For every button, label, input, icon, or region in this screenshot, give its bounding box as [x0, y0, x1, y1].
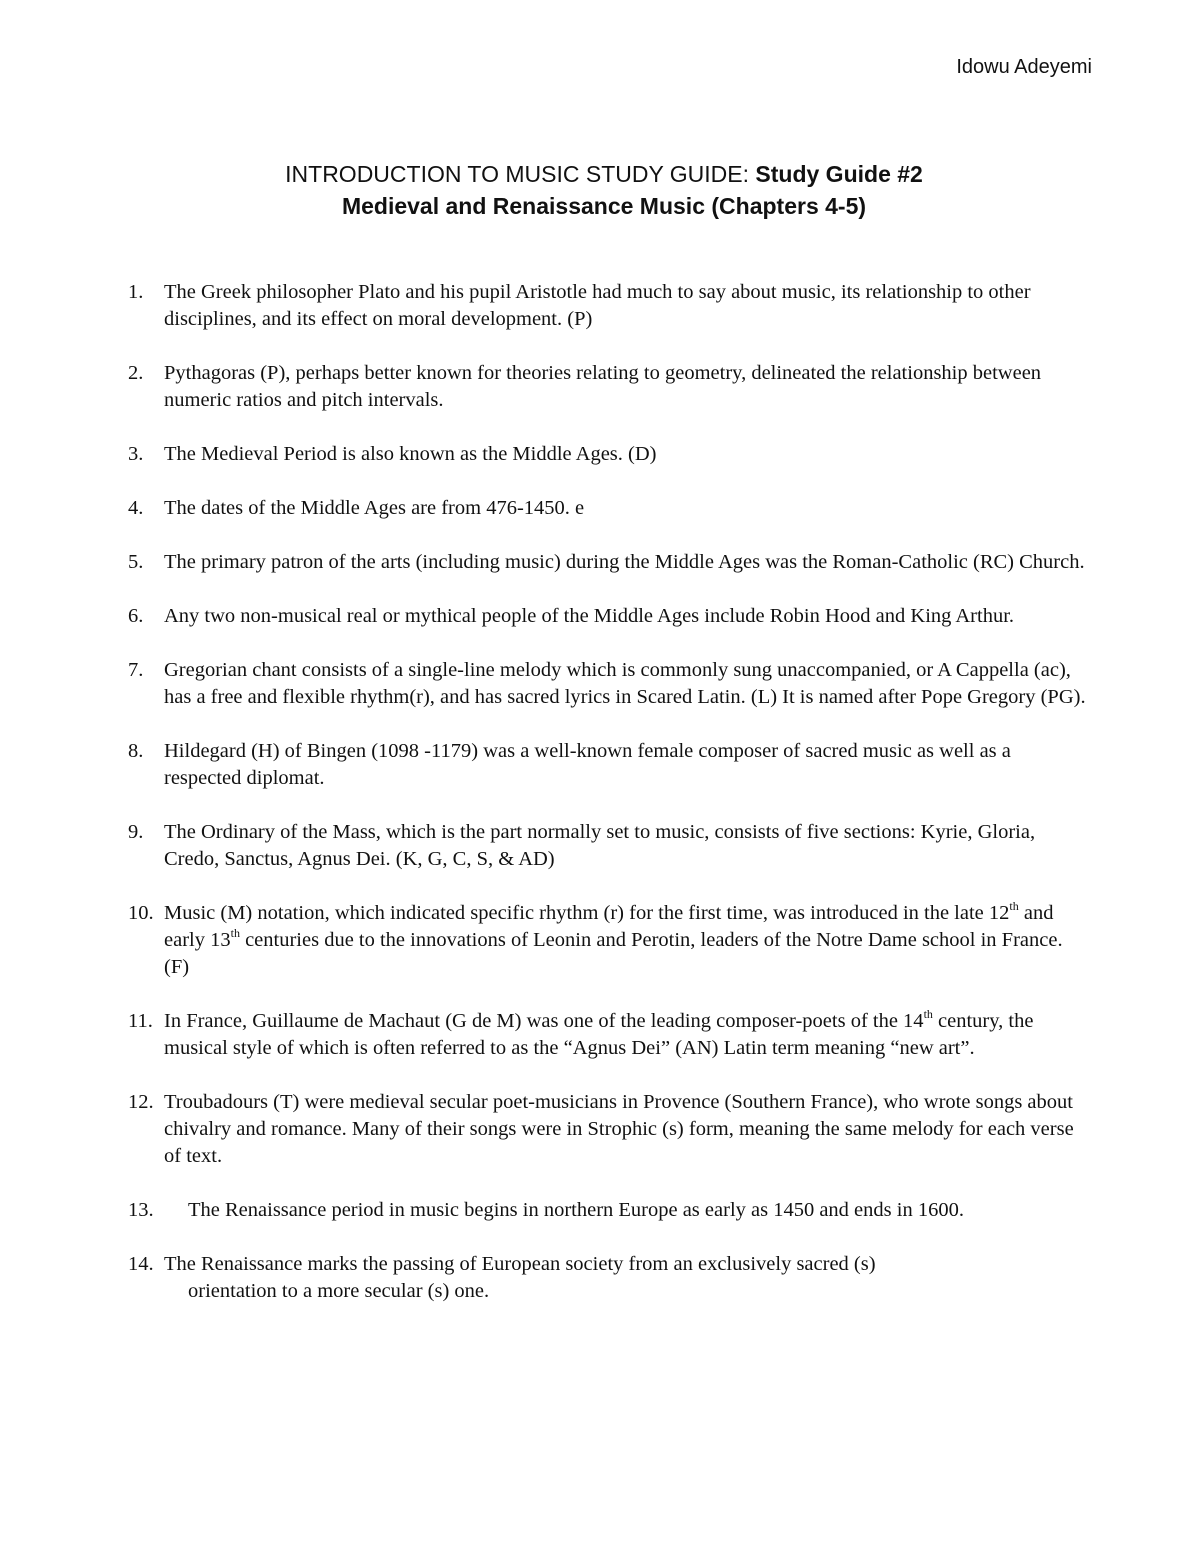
- item-text-part: and early 13: [164, 902, 1054, 951]
- item-number: 8.: [128, 740, 144, 762]
- list-item: [128, 279, 1088, 333]
- item-number: 1.: [128, 281, 144, 303]
- list-item: [128, 657, 1088, 711]
- item-text: Troubadours (T) were medieval secular poet-musicians in Provence (Southern France), who wrote songs about chivalry and romance. Many of their songs were in Strophic (s) form, meaning the same melody for each verse of text.: [164, 1091, 1074, 1167]
- item-text: The Renaissance period in music begins in northern Europe as early as 1450 and ends in 1600.: [188, 1199, 964, 1221]
- list-item: [128, 441, 1088, 468]
- list-item: [128, 900, 1088, 981]
- list-item: [128, 360, 1088, 414]
- item-text-part: Music (M) notation, which indicated specific rhythm (r) for the first time, was introduced in the late 12: [164, 902, 1010, 924]
- item-text-part: century, the musical style of which is often referred to as the “Agnus Dei” (AN) Latin term meaning “new art”.: [164, 1010, 1034, 1059]
- study-guide-list: [128, 279, 1088, 1332]
- item-number: 13.: [128, 1199, 154, 1221]
- item-text: Gregorian chant consists of a single-line melody which is commonly sung unaccompanied, or A Cappella (ac), has a free and flexible rhythm(r), and has sacred lyrics in Scared Latin. (L) It is named after Pope Gregory (PG).: [164, 659, 1086, 708]
- ordinal-suffix: th: [1009, 899, 1019, 914]
- item-number: 7.: [128, 659, 144, 681]
- item-text: [164, 1253, 1088, 1305]
- item-text: The primary patron of the arts (including music) during the Middle Ages was the Roman-Catholic (RC) Church.: [164, 551, 1085, 573]
- author-name: Idowu Adeyemi: [956, 56, 1092, 78]
- item-number: 3.: [128, 443, 144, 465]
- item-text: The Ordinary of the Mass, which is the part normally set to music, consists of five sections: Kyrie, Gloria, Credo, Sanctus, Agnus Dei. (K, G, C, S, & AD): [164, 821, 1036, 870]
- list-item: [128, 549, 1088, 576]
- list-item: [128, 1251, 1088, 1305]
- document-title: [0, 158, 1200, 222]
- list-item: [128, 1008, 1088, 1062]
- item-text: [164, 899, 1063, 978]
- item-text-line: The Renaissance marks the passing of European society from an exclusively sacred (s): [164, 1253, 876, 1275]
- item-text: The Medieval Period is also known as the Middle Ages. (D): [164, 443, 657, 465]
- item-number: 11.: [128, 1010, 153, 1032]
- list-item: [128, 1197, 1088, 1224]
- item-text-line: orientation to a more secular (s) one.: [188, 1280, 490, 1302]
- ordinal-suffix: th: [923, 1007, 933, 1022]
- item-number: 6.: [128, 605, 144, 627]
- item-number: 10.: [128, 902, 154, 924]
- list-item: [128, 738, 1088, 792]
- item-number: 2.: [128, 362, 144, 384]
- item-text: The Greek philosopher Plato and his pupil Aristotle had much to say about music, its relationship to other disciplines, and its effect on moral development. (P): [164, 281, 1031, 330]
- title-course: INTRODUCTION TO MUSIC STUDY GUIDE:: [285, 161, 750, 187]
- item-text: [164, 1007, 1034, 1059]
- item-text-part: In France, Guillaume de Machaut (G de M) was one of the leading composer-poets of the 14: [164, 1010, 924, 1032]
- list-item: [128, 1089, 1088, 1170]
- item-text: Pythagoras (P), perhaps better known for theories relating to geometry, delineated the relationship between numeric ratios and pitch intervals.: [164, 362, 1042, 411]
- item-text: Hildegard (H) of Bingen (1098 -1179) was a well-known female composer of sacred music as well as a respected diplomat.: [164, 740, 1011, 789]
- list-item: [128, 495, 1088, 522]
- title-line-2: Medieval and Renaissance Music (Chapters 4-5): [341, 193, 867, 219]
- item-text-part: centuries due to the innovations of Leonin and Perotin, leaders of the Notre Dame school in France. (F): [164, 929, 1063, 978]
- list-item: [128, 819, 1088, 873]
- ordinal-suffix: th: [230, 926, 240, 941]
- title-guide-number: Study Guide #2: [755, 161, 923, 187]
- item-number: 9.: [128, 821, 144, 843]
- item-number: 5.: [128, 551, 144, 573]
- item-number: 14.: [128, 1253, 154, 1275]
- item-text: Any two non-musical real or mythical people of the Middle Ages include Robin Hood and King Arthur.: [164, 605, 1015, 627]
- item-number: 12.: [128, 1091, 154, 1113]
- list-item: [128, 603, 1088, 630]
- item-number: 4.: [128, 497, 144, 519]
- item-text: The dates of the Middle Ages are from 476-1450. e: [164, 497, 585, 519]
- title-line-1: [0, 158, 1200, 190]
